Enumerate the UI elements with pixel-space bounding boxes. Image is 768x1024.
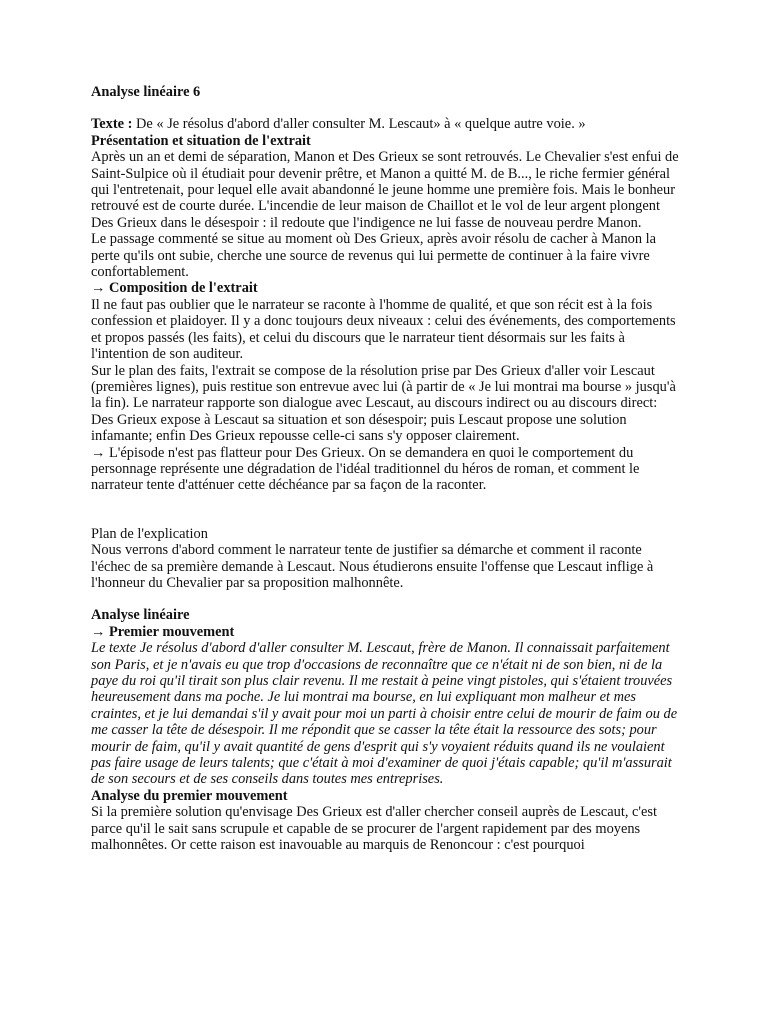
text-reference-value: De « Je résolus d'abord d'aller consulter M. Lescaut» à « quelque autre voie. » <box>132 116 586 133</box>
paragraph: Il ne faut pas oublier que le narrateur se raconte à l'homme de qualité, et que son récit est à la fois confession et plaidoyer. Il y a donc toujours deux niveaux : celui des événements, des comportements et propos passés (les faits), et celui du discours que le narrateur tient désormais sur les faits à l'intention de son auditeur. <box>91 296 676 363</box>
heading-label: Composition de l'extrait <box>105 280 258 297</box>
arrow-icon: → <box>91 444 106 461</box>
section-heading-analyse-premier-mouvement: Analyse du premier mouvement <box>91 787 288 804</box>
heading-label: Premier mouvement <box>105 623 235 640</box>
text-reference <box>91 116 681 132</box>
document-title: Analyse linéaire 6 <box>91 84 201 100</box>
arrow-icon: → <box>91 623 106 640</box>
arrow-icon: → <box>91 280 106 297</box>
section-heading-presentation: Présentation et situation de l'extrait <box>91 132 311 149</box>
plan-heading: Plan de l'explication <box>91 525 208 542</box>
paragraph-problematique <box>91 445 681 494</box>
paragraph: Sur le plan des faits, l'extrait se compose de la résolution prise par Des Grieux d'aller voir Lescaut (premières lignes), puis restitue son entrevue avec lui (à partir de « Je lui montrai ma bourse » jusqu'à la fin). Le narrateur rapporte son dialogue avec Lescaut, au discours indirect ou au discours direct: Des Grieux expose à Lescaut sa situation et son désespoir; puis Lescaut propose une solution infamante; enfin Des Grieux repousse celle-ci sans s'y opposer clairement. <box>91 362 676 445</box>
paragraph-text: L'épisode n'est pas flatteur pour Des Grieux. On se demandera en quoi le comportement du personnage représente une dégradation de l'idéal traditionnel du héros de roman, et comment le narrateur tente d'atténuer cette déchéance par sa façon de la raconter. <box>91 444 640 494</box>
paragraph: Nous verrons d'abord comment le narrateur tente de justifier sa démarche et comment il raconte l'échec de sa première demande à Lescaut. Nous étudierons ensuite l'offense que Lescaut inflige à l'honneur du Chevalier par sa proposition malhonnête. <box>91 542 654 591</box>
text-label: Texte : <box>91 116 133 133</box>
section-heading-analyse: Analyse linéaire <box>91 607 190 624</box>
subheading-premier-mouvement <box>91 624 681 640</box>
paragraph: Si la première solution qu'envisage Des Grieux est d'aller chercher conseil auprès de Lescaut, c'est parce qu'il le sait sans scrupule et capable de se procurer de l'argent rapidement par des moyens malhonnêtes. Or cette raison est inavouable au marquis de Renoncour : c'est pourquoi <box>91 804 658 854</box>
paragraph: Le passage commenté se situe au moment où Des Grieux, après avoir résolu de cacher à Manon la perte qu'ils ont subie, cherche une source de revenus qui lui permette de continuer à la faire vivre confortablement. <box>91 231 657 281</box>
quoted-excerpt: Le texte Je résolus d'abord d'aller consulter M. Lescaut, frère de Manon. Il connaissait parfaitement son Paris, et je n'avais eu que trop d'occasions de reconnaître que ce n'était ni de son bien, ni de la paye du roi qu'il tirait son plus clair revenu. Il me restait à peine vingt pistoles, qui s'étaient trouvées heureusement dans ma poche. Je lui montrai ma bourse, en lui expliquant mon malheur et mes craintes, et je lui demandai s'il y avait pour moi un parti à choisir entre celui de mourir de faim ou de me casser la tête de désespoir. Il me répondit que se casser la tête était la ressource des sots; pour mourir de faim, qu'il y avait quantité de gens d'esprit qui s'y voyaient réduits quand ils ne voulaient pas faire usage de leurs talents; que c'était à moi d'examiner de quoi j'étais capable; qu'il m'assurait de son secours et de ses conseils dans toutes mes entreprises. <box>91 640 678 788</box>
section-heading-composition <box>91 280 681 296</box>
document-page <box>91 84 681 853</box>
paragraph: Après un an et demi de séparation, Manon et Des Grieux se sont retrouvés. Le Chevalier s'est enfui de Saint-Sulpice où il étudiait pour devenir prêtre, et Manon a quitté M. de B..., le riche fermier général qui l'entretenait, pour lequel elle avait abandonné le jeune homme une première fois. Mais le bonheur retrouvé est de courte durée. L'incendie de leur maison de Chaillot et le vol de leur argent plongent Des Grieux dans le désespoir : il redoute que l'indigence ne lui fasse de nouveau perdre Manon. <box>91 149 679 231</box>
